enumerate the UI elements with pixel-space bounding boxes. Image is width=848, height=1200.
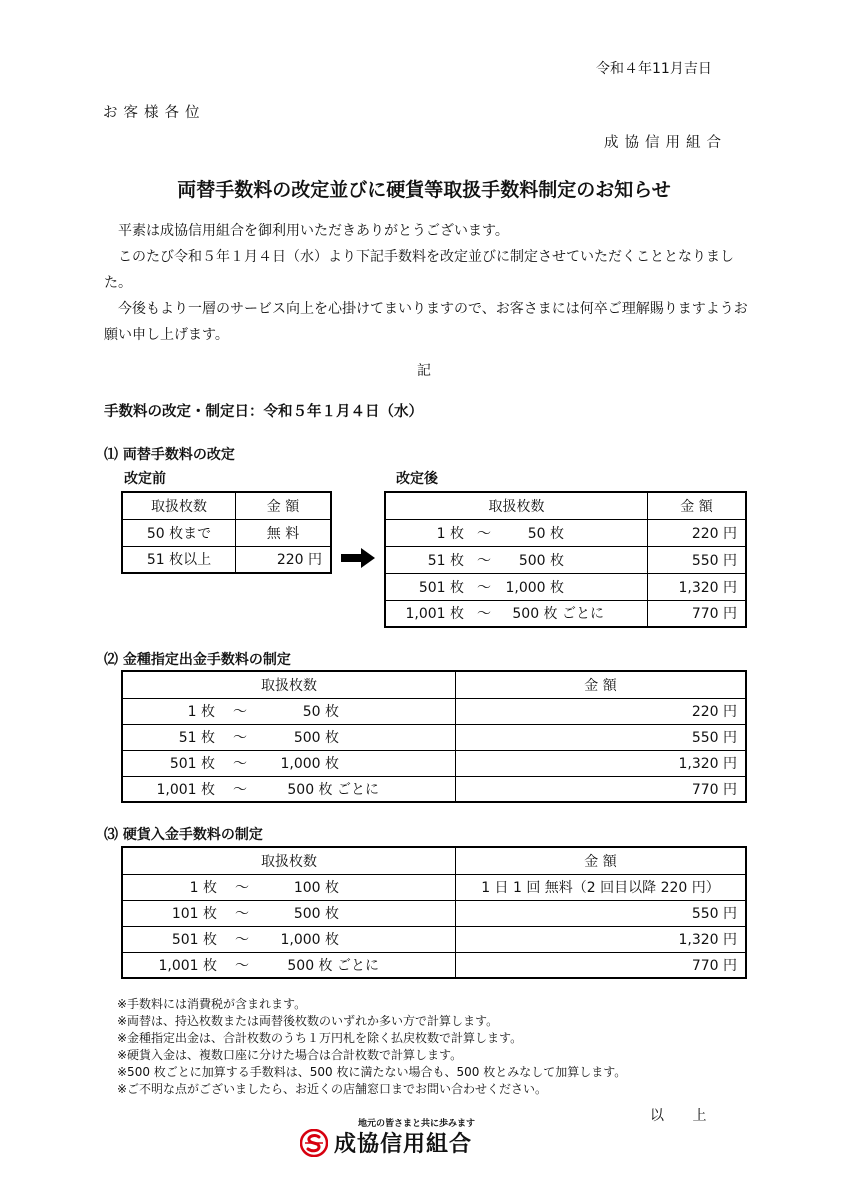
table-row (385, 573, 746, 600)
table-row (122, 952, 746, 978)
range-from: 1,001 枚 (158, 957, 217, 974)
amount-cell: 550 円 (648, 546, 747, 573)
notes (117, 996, 626, 1098)
range-from: 1 枚 (436, 525, 464, 542)
table-row (122, 900, 746, 926)
denomination-fee-table (121, 670, 747, 803)
range-from: 501 枚 (169, 756, 215, 772)
range-to: 500 枚 (293, 906, 339, 922)
before-label: 改定前 (124, 471, 166, 487)
logo-name: 成協信用組合 (334, 1132, 473, 1157)
amount-cell: 1,320 円 (456, 926, 747, 952)
range-to: 500 枚 (518, 552, 564, 569)
after-fee-table (384, 491, 747, 628)
amount-cell: 770 円 (456, 952, 747, 978)
col-amount-header: 金 額 (236, 492, 332, 519)
body-paragraph-2: このたび令和５年１月４日（水）より下記手数料を改定並びに制定させていただくこととなりました。 (104, 249, 734, 291)
col-count-header: 取扱枚数 (122, 671, 456, 698)
range-to: 100 枚 (293, 880, 339, 896)
body-paragraph-3: 今後もより一層のサービス向上を心掛けてまいりますので、お客さまには何卒ご理解賜りますようお願い申し上げます。 (104, 301, 748, 343)
range-to: 500 枚 (293, 730, 339, 746)
range-tilde: ～ (233, 730, 247, 746)
count-cell: 50 枚まで (122, 519, 236, 546)
range-tilde: ～ (235, 880, 249, 896)
table-row (122, 724, 746, 750)
col-count-header: 取扱枚数 (122, 847, 456, 874)
table-row (122, 519, 331, 546)
section3-heading: ⑶ 硬貨入金手数料の制定 (104, 827, 263, 843)
range-from: 51 枚 (178, 730, 215, 746)
table-row (122, 546, 331, 573)
range-from: 501 枚 (418, 579, 464, 596)
note-item: ※500 枚ごとに加算する手数料は、500 枚に満たない場合も、500 枚とみなして加算します。 (117, 1065, 627, 1079)
amount-cell: 550 円 (456, 900, 747, 926)
range-tilde: ～ (233, 704, 247, 720)
amount-cell: 1,320 円 (456, 750, 747, 776)
table-row (122, 776, 746, 802)
range-to: 500 枚 ごとに (287, 957, 379, 974)
addressee: お客様各位 (103, 105, 206, 121)
note-item: ※金種指定出金は、合計枚数のうち１万円札を除く払戻枚数で計算します。 (117, 1031, 523, 1045)
logo (300, 1127, 472, 1158)
amount-cell: 220 円 (236, 546, 332, 573)
section2-heading: ⑵ 金種指定出金手数料の制定 (104, 652, 291, 668)
range-tilde: ～ (477, 606, 491, 623)
section1-heading: ⑴ 両替手数料の改定 (104, 447, 235, 463)
amount-cell: 220 円 (456, 698, 747, 724)
amount-cell: 770 円 (648, 600, 747, 627)
range-to: 500 枚 ごとに (512, 606, 604, 623)
col-amount-header: 金 額 (648, 492, 747, 519)
note-item: ※手数料には消費税が含まれます。 (117, 997, 307, 1011)
logo-mark-icon (300, 1129, 328, 1157)
document-title: 両替手数料の改定並びに硬貨等取扱手数料制定のお知らせ (177, 179, 671, 201)
amount-cell: 1 日 1 回 無料（2 回目以降 220 円） (456, 874, 747, 900)
after-label: 改定後 (396, 471, 438, 487)
range-from: 1,001 枚 (405, 606, 464, 623)
amount-cell: 770 円 (456, 776, 747, 802)
range-tilde: ～ (235, 932, 249, 948)
range-tilde: ～ (477, 525, 491, 542)
arrow-right-icon (341, 548, 375, 568)
col-amount-header: 金 額 (456, 847, 747, 874)
col-count-header: 取扱枚数 (385, 492, 648, 519)
body-paragraph-1: 平素は成協信用組合を御利用いただきありがとうございます。 (118, 223, 509, 239)
range-tilde: ～ (235, 957, 249, 974)
range-tilde: ～ (477, 552, 491, 569)
range-from: 51 枚 (427, 552, 464, 569)
count-cell: 51 枚以上 (122, 546, 236, 573)
notice-date: 令和４年11月吉日 (596, 61, 712, 77)
note-item: ※両替は、持込枚数または両替後枚数のいずれか多い方で計算します。 (117, 1014, 499, 1028)
range-tilde: ～ (477, 579, 491, 596)
table-row (385, 519, 746, 546)
col-count-header: 取扱枚数 (122, 492, 236, 519)
closing-mark: 以 上 (650, 1108, 719, 1124)
table-row (122, 874, 746, 900)
range-tilde: ～ (233, 781, 247, 798)
range-tilde: ～ (233, 756, 247, 772)
table-row (122, 750, 746, 776)
effective-date: 手数料の改定・制定日：令和５年１月４日（水） (104, 404, 423, 420)
note-item: ※硬貨入金は、複数口座に分けた場合は合計枚数で計算します。 (117, 1048, 463, 1062)
before-fee-table (121, 491, 332, 574)
range-to: 50 枚 (527, 525, 564, 542)
range-to: 1,000 枚 (505, 579, 564, 596)
ki-heading: 記 (417, 363, 431, 379)
table-row (122, 698, 746, 724)
table-row (122, 926, 746, 952)
col-amount-header: 金 額 (456, 671, 747, 698)
range-from: 1 枚 (187, 704, 215, 720)
logo-tagline: 地元の皆さまと共に歩みます (358, 1119, 476, 1129)
range-to: 1,000 枚 (280, 756, 339, 772)
amount-cell: 無 料 (236, 519, 332, 546)
range-to: 1,000 枚 (280, 932, 339, 948)
amount-cell: 550 円 (456, 724, 747, 750)
note-item: ※ご不明な点がございましたら、お近くの店舗窓口までお問い合わせください。 (117, 1082, 548, 1096)
range-from: 1,001 枚 (156, 781, 215, 798)
issuer-name: 成協信用組合 (604, 135, 727, 151)
coin-deposit-fee-table (121, 846, 747, 979)
body-text (104, 218, 754, 348)
range-tilde: ～ (235, 906, 249, 922)
range-from: 1 枚 (189, 880, 217, 896)
range-to: 500 枚 ごとに (287, 781, 379, 798)
range-from: 101 枚 (171, 906, 217, 922)
amount-cell: 220 円 (648, 519, 747, 546)
amount-cell: 1,320 円 (648, 573, 747, 600)
table-row (385, 600, 746, 627)
table-row (385, 546, 746, 573)
range-to: 50 枚 (302, 704, 339, 720)
range-from: 501 枚 (171, 932, 217, 948)
